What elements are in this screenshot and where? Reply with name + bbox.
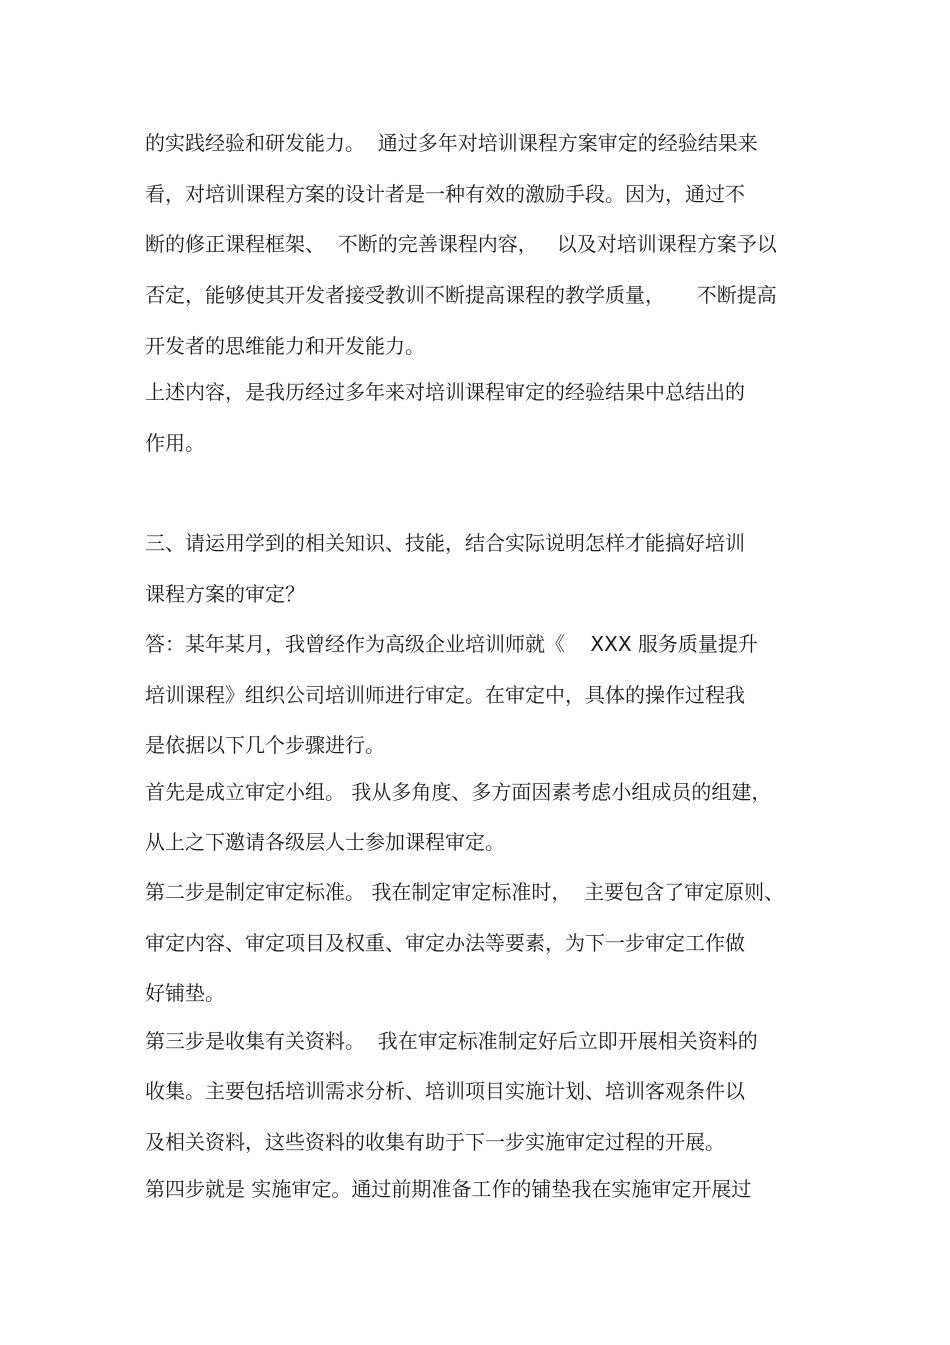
question-heading: 三、请运用学到的相关知识、技能，结合实际说明怎样才能搞好培训 — [145, 531, 745, 555]
text-line: 第二步是制定审定标准。 我在制定审定标准时， 主要包含了审定原则、 — [145, 880, 785, 904]
text-line: 从上之下邀请各级层人士参加课程审定。 — [145, 830, 505, 854]
text-line: 作用。 — [145, 431, 205, 455]
text-line: 好铺垫。 — [145, 981, 225, 1005]
text-line: 及相关资料，这些资料的收集有助于下一步实施审定过程的开展。 — [145, 1130, 725, 1154]
text-line: 第三步是收集有关资料。 我在审定标准制定好后立即开展相关资料的 — [145, 1029, 758, 1053]
text-line: 断的修正课程框架、 不断的完善课程内容， 以及对培训课程方案予以 — [145, 232, 777, 256]
text-line: 审定内容、审定项目及权重、审定办法等要素，为下一步审定工作做 — [145, 931, 745, 955]
text-line: 开发者的思维能力和开发能力。 — [145, 334, 425, 358]
text-line: 看，对培训课程方案的设计者是一种有效的激励手段。因为，通过不 — [145, 182, 745, 206]
text-line: 的实践经验和研发能力。 通过多年对培训课程方案审定的经验结果来 — [145, 131, 758, 155]
text-line: 是依据以下几个步骤进行。 — [145, 733, 385, 757]
question-heading-cont: 课程方案的审定？ — [145, 582, 305, 606]
text-line: 培训课程》组织公司培训师进行审定。在审定中，具体的操作过程我 — [145, 683, 745, 707]
text-line: 上述内容，是我历经过多年来对培训课程审定的经验结果中总结出的 — [145, 380, 745, 404]
text-line: 否定，能够使其开发者接受教训不断提高课程的教学质量， 不断提高 — [145, 283, 777, 307]
text-line: 首先是成立审定小组。 我从多角度、多方面因素考虑小组成员的组建， — [145, 780, 772, 804]
text-line: 答：某年某月，我曾经作为高级企业培训师就《 XXX 服务质量提升 — [145, 632, 758, 656]
text-line: 第四步就是 实施审定。通过前期准备工作的铺垫我在实施审定开展过 — [145, 1177, 752, 1201]
text-line: 收集。主要包括培训需求分析、培训项目实施计划、培训客观条件以 — [145, 1079, 745, 1103]
